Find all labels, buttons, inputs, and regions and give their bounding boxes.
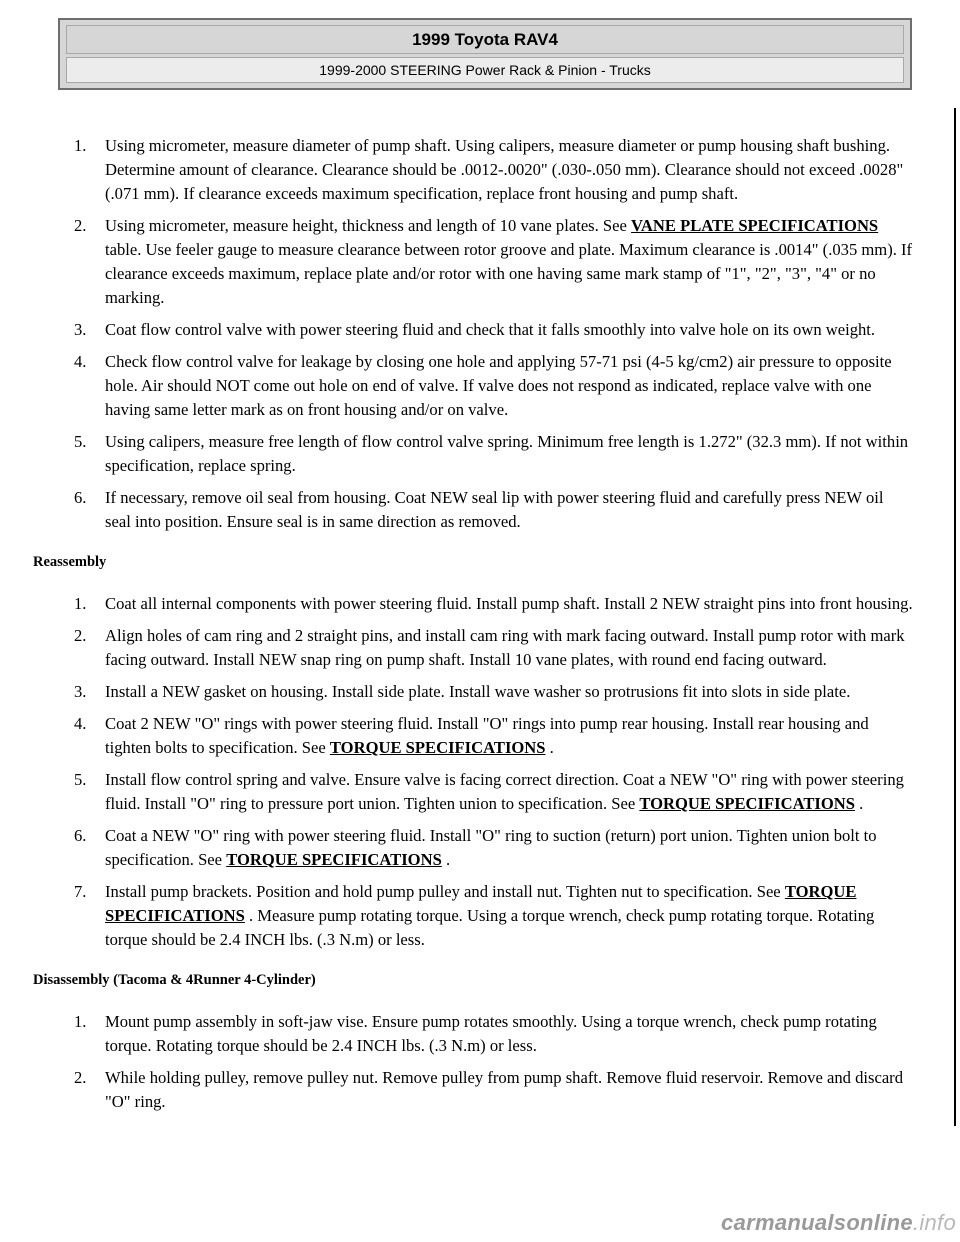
document-body	[33, 134, 913, 1122]
list-item: 5. Install flow control spring and valve. Ensure valve is facing correct direction. Coat a NEW "O" ring with power steering fluid. Install "O" ring to pressure port union. Tighten union to specification. See TORQUE SPECIFICATIONS .	[74, 770, 904, 813]
disassembly-steps	[33, 1010, 913, 1114]
list-item: 3. Coat flow control valve with power steering fluid and check that it falls smoothly into valve hole on its own weight.	[74, 320, 876, 339]
vane-plate-specifications-link[interactable]: VANE PLATE SPECIFICATIONS	[631, 216, 879, 235]
list-item: 2. While holding pulley, remove pulley nut. Remove pulley from pump shaft. Remove fluid reservoir. Remove and discard "O" ring.	[74, 1068, 904, 1111]
list-item: 2. Using micrometer, measure height, thickness and length of 10 vane plates. See VANE PLATE SPECIFICATIONS table. Use feeler gauge to measure clearance between rotor groove and plate. Maximum clearance is .0014" (.035 mm). If clearance exceeds maximum, replace plate and/or rotor with one having same mark stamp of "1", "2", "3", "4" or no marking.	[74, 216, 913, 307]
section-subtitle: 1999-2000 STEERING Power Rack & Pinion - Trucks	[66, 57, 904, 83]
list-item: 2. Align holes of cam ring and 2 straight pins, and install cam ring with mark facing outward. Install pump rotor with mark facing outward. Install NEW snap ring on pump shaft. Install 10 vane plates, with round end facing outward.	[74, 626, 905, 669]
reassembly-heading: Reassembly	[33, 554, 107, 570]
list-item: 6. If necessary, remove oil seal from housing. Coat NEW seal lip with power steering fluid and carefully press NEW oil seal into position. Ensure seal is in same direction as removed.	[74, 488, 884, 531]
list-item: 1. Using micrometer, measure diameter of pump shaft. Using calipers, measure diameter or pump housing shaft bushing. Determine amount of clearance. Clearance should be .0012-.0020" (.030-.050 mm). Clearance should not exceed .0028" (.071 mm). If clearance exceeds maximum specification, replace front housing and pump shaft.	[74, 136, 904, 203]
site-watermark: carmanualsonline.info	[721, 1210, 956, 1235]
list-item: 3. Install a NEW gasket on housing. Install side plate. Install wave washer so protrusions fit into slots in side plate.	[74, 682, 851, 701]
inspection-steps	[33, 134, 913, 534]
list-item: 7. Install pump brackets. Position and hold pump pulley and install nut. Tighten nut to specification. See TORQUE SPECIFICATIONS . Measure pump rotating torque. Using a torque wrench, check pump rotating torque. Rotating torque should be 2.4 INCH lbs. (.3 N.m) or less.	[74, 882, 875, 949]
torque-specifications-link[interactable]: TORQUE SPECIFICATIONS	[226, 850, 442, 869]
list-item: 5. Using calipers, measure free length of flow control valve spring. Minimum free length is 1.272" (32.3 mm). If not within specification, replace spring.	[74, 432, 909, 475]
torque-specifications-link[interactable]: TORQUE SPECIFICATIONS	[329, 738, 546, 757]
page-header	[58, 18, 912, 90]
vehicle-title: 1999 Toyota RAV4	[66, 25, 904, 54]
list-item: 1. Mount pump assembly in soft-jaw vise. Ensure pump rotates smoothly. Using a torque wrench, check pump rotating torque. Rotating torque should be 2.4 INCH lbs. (.3 N.m) or less.	[74, 1012, 877, 1055]
disassembly-heading: Disassembly (Tacoma & 4Runner 4-Cylinder)	[33, 972, 316, 988]
torque-specifications-link[interactable]: TORQUE SPECIFICATIONS	[639, 794, 855, 813]
list-item: 6. Coat a NEW "O" ring with power steering fluid. Install "O" ring to suction (return) port union. Tighten union bolt to specification. See TORQUE SPECIFICATIONS .	[74, 826, 877, 869]
torque-specifications-link[interactable]: TORQUE SPECIFICATIONS	[105, 882, 857, 925]
page-edge-rule	[954, 108, 956, 1126]
reassembly-steps	[33, 592, 913, 952]
list-item: 4. Coat 2 NEW "O" rings with power steering fluid. Install "O" rings into pump rear housing. Install rear housing and tighten bolts to specification. See TORQUE SPECIFICATIONS .	[74, 714, 869, 757]
list-item: 1. Coat all internal components with power steering fluid. Install pump shaft. Install 2 NEW straight pins into front housing.	[74, 594, 913, 613]
list-item: 4. Check flow control valve for leakage by closing one hole and applying 57-71 psi (4-5 kg/cm2) air pressure to opposite hole. Air should NOT come out hole on end of valve. If valve does not respond as indicated, replace valve with one having same letter mark as on front housing and/or on valve.	[74, 352, 892, 419]
